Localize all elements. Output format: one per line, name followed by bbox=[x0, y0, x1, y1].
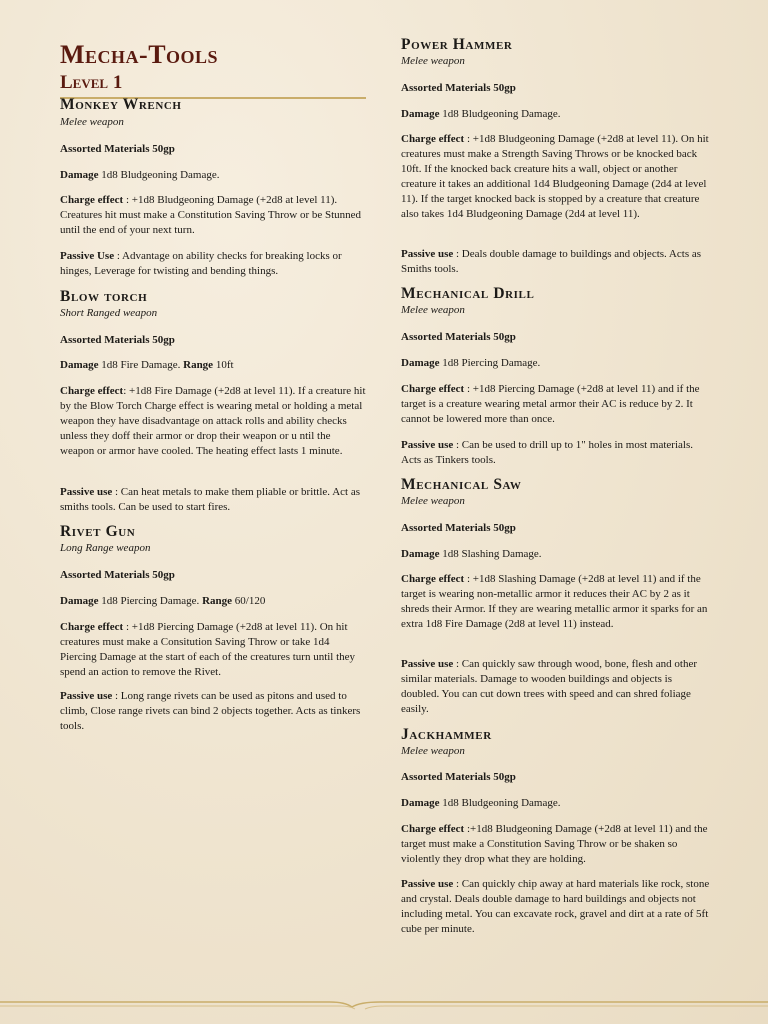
item-title-rivet-gun: Rivet Gun bbox=[60, 523, 136, 540]
materials-mechanical-drill: Assorted Materials 50gp bbox=[401, 331, 516, 343]
item-type-rivet-gun: Long Range weapon bbox=[60, 542, 151, 554]
damage-monkey-wrench: Damage 1d8 Bludgeoning Damage. bbox=[60, 169, 220, 181]
item-title-monkey-wrench: Monkey Wrench bbox=[60, 96, 182, 113]
level-heading: Level 1 bbox=[60, 72, 366, 99]
item-type-monkey-wrench: Melee weapon bbox=[60, 116, 124, 128]
passive-monkey-wrench: Passive Use : Advantage on ability checks for breaking locks or hinges, Leverage for twisting and bending things. bbox=[60, 250, 342, 277]
item-title-mechanical-drill: Mechanical Drill bbox=[401, 285, 535, 302]
materials-mechanical-saw: Assorted Materials 50gp bbox=[401, 522, 516, 534]
charge-rivet-gun: Charge effect : +1d8 Piercing Damage (+2d8 at level 11). On hit creatures must make a Consitution Saving Throw or take 1d4 Piercing Damage at the start of each of the creatures turn until they spend an action to remove the Rivet. bbox=[60, 621, 356, 678]
charge-mechanical-drill: Charge effect : +1d8 Piercing Damage (+2d8 at level 11) and if the target is a creature wearing metal armor their AC is reduce by 2. It cannot be lowered more than once. bbox=[401, 383, 700, 425]
charge-mechanical-saw: Charge effect : +1d8 Slashing Damage (+2d8 at level 11) and if the target is wearing non-metallic armor it reduces their AC by 2 as it shreds their Armor. If they are wearing metallic armor it sparks for an extra 1d8 Fire Damage (2d8 at level 11) instead. bbox=[401, 573, 708, 630]
materials-power-hammer: Assorted Materials 50gp bbox=[401, 82, 516, 94]
damage-mechanical-saw: Damage 1d8 Slashing Damage. bbox=[401, 548, 542, 560]
page-title: Mecha-Tools bbox=[60, 40, 219, 69]
materials-jackhammer: Assorted Materials 50gp bbox=[401, 771, 516, 783]
charge-blow-torch: Charge effect: +1d8 Fire Damage (+2d8 at level 11). If a creature hit by the Blow Torch Charge effect is wearing metal or holding a metal weapon they have disadvantage on attack rolls and ability checks unless they doff their armor or drop their weapon or u ntil the weapon or armor have cooled. The heating effect lasts 1 minute. bbox=[60, 385, 366, 457]
item-type-mechanical-saw: Melee weapon bbox=[401, 495, 465, 507]
damage-jackhammer: Damage 1d8 Bludgeoning Damage. bbox=[401, 797, 561, 809]
passive-blow-torch: Passive use : Can heat metals to make them pliable or brittle. Act as smiths tools. Can be used to start fires. bbox=[60, 486, 360, 513]
materials-blow-torch: Assorted Materials 50gp bbox=[60, 334, 175, 346]
item-title-mechanical-saw: Mechanical Saw bbox=[401, 476, 522, 493]
passive-mechanical-drill: Passive use : Can be used to drill up to 1" holes in most materials. Acts as Tinkers tools. bbox=[401, 439, 693, 466]
charge-jackhammer: Charge effect :+1d8 Bludgeoning Damage (+2d8 at level 11) and the target must make a Constitution Saving Throw or be shaken so violently they drop what they are holding. bbox=[401, 823, 708, 865]
damage-mechanical-drill: Damage 1d8 Piercing Damage. bbox=[401, 357, 541, 369]
item-type-power-hammer: Melee weapon bbox=[401, 55, 465, 67]
passive-jackhammer: Passive use : Can quickly chip away at hard materials like rock, stone and crystal. Deals double damage to hard buildings and objects not including metal. You can excavate rock, gravel and dirt at a rate of 5ft cube per minute. bbox=[401, 878, 710, 935]
page-footer-ornament bbox=[0, 998, 768, 1010]
damage-blow-torch: Damage 1d8 Fire Damage. Range 10ft bbox=[60, 359, 234, 371]
passive-rivet-gun: Passive use : Long range rivets can be used as pitons and used to climb, Close range rivets can bind 2 objects together. Acts as tinkers tools. bbox=[60, 690, 361, 732]
charge-monkey-wrench: Charge effect : +1d8 Bludgeoning Damage (+2d8 at level 11). Creatures hit must make a Constitution Saving Throw or be Stunned until the end of your next turn. bbox=[60, 194, 362, 236]
charge-power-hammer: Charge effect : +1d8 Bludgeoning Damage (+2d8 at level 11). On hit creatures must make a Strength Saving Throws or be knocked back 10ft. If the knocked back creature hits a wall, object or another creature it takes an additional 1d4 Bludgeoning Damage (2d4 at level 11). If the target knocked back is stopped by a creature that creature also takes 1d4 Bludgeoning Damage (2d4 at level 11). bbox=[401, 133, 709, 220]
item-title-power-hammer: Power Hammer bbox=[401, 36, 513, 53]
damage-rivet-gun: Damage 1d8 Piercing Damage. Range 60/120 bbox=[60, 595, 266, 607]
materials-monkey-wrench: Assorted Materials 50gp bbox=[60, 143, 175, 155]
item-title-blow-torch: Blow torch bbox=[60, 288, 148, 305]
item-type-blow-torch: Short Ranged weapon bbox=[60, 307, 158, 319]
passive-mechanical-saw: Passive use : Can quickly saw through wood, bone, flesh and other similar materials. Damage to wooden buildings and objects is doubled. You can cut down trees with speed and can shred foliage easily. bbox=[401, 658, 698, 715]
materials-rivet-gun: Assorted Materials 50gp bbox=[60, 569, 175, 581]
item-type-mechanical-drill: Melee weapon bbox=[401, 304, 465, 316]
damage-power-hammer: Damage 1d8 Bludgeoning Damage. bbox=[401, 108, 561, 120]
item-title-jackhammer: Jackhammer bbox=[401, 726, 492, 743]
passive-power-hammer: Passive use : Deals double damage to buildings and objects. Acts as Smiths tools. bbox=[401, 248, 702, 275]
item-type-jackhammer: Melee weapon bbox=[401, 745, 465, 757]
